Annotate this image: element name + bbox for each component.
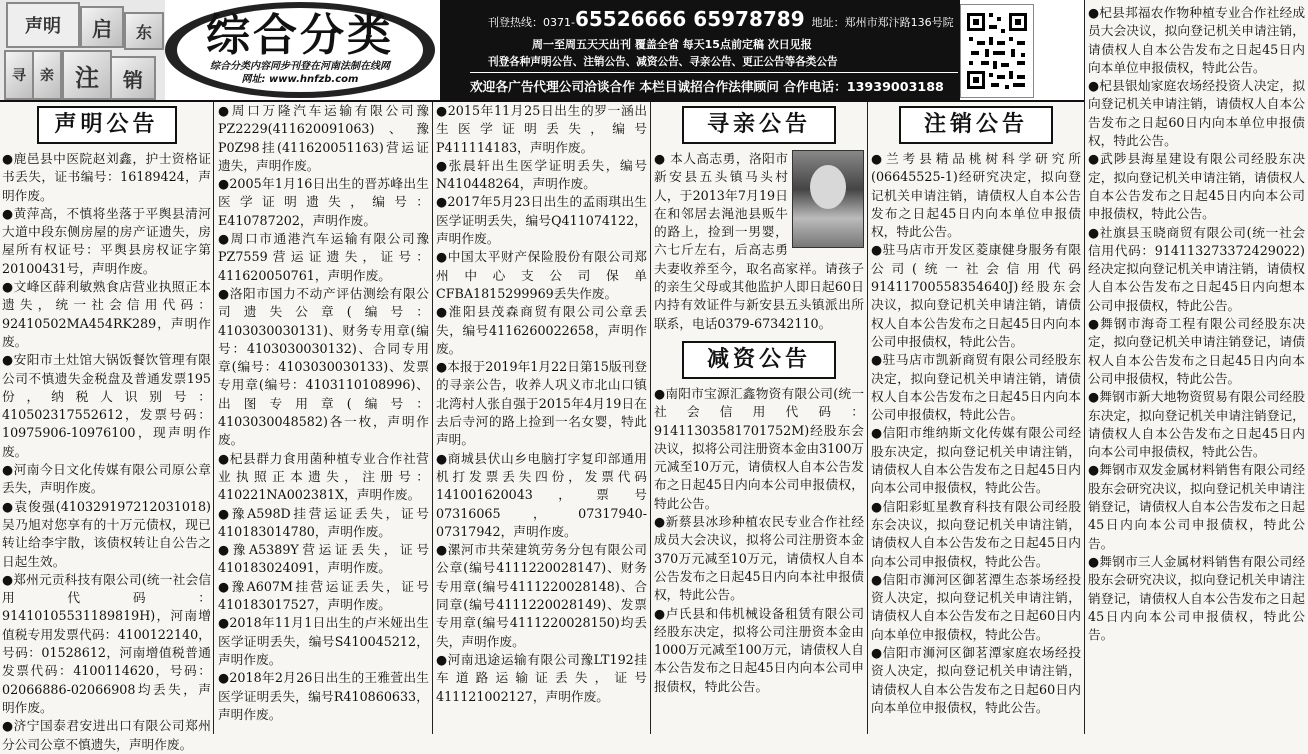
column-2 <box>218 102 429 734</box>
notice-item: ● 中国太平财产保险股份有限公司郑州中心支公司保单CFBA1815299969丢失作废。 <box>436 248 647 303</box>
notice-item: ● 2018年2月26日出生的王雅萱出生医学证明丢失，编号R410860633，声明作废。 <box>218 669 429 724</box>
phone-number-2: 65978789 <box>693 7 805 31</box>
column-divider <box>432 102 433 734</box>
cube-shengming: 声明 <box>6 2 80 48</box>
cube-zhu: 注 <box>62 50 112 100</box>
notice-item: ● 淮阳县茂森商贸有限公司公章丢失，编号4116260022658，声明作废。 <box>436 303 647 358</box>
schedule: 周一至周五天天出刊 覆盖全省 每天15点前定稿 次日见报 <box>532 38 812 51</box>
column-divider <box>867 102 868 734</box>
notice-item: ● 豫A5389Y营运证丢失，证号410183024091，声明作废。 <box>218 541 429 578</box>
column-divider <box>650 102 651 734</box>
notice-item: ● 济宁国泰君安进出口有限公司郑州分公司公章不慎遗失，声明作废。 <box>2 717 211 754</box>
notice-item: ● 周口市通港汽车运输有限公司豫PZ7559营运证遗失，证号：411620050761，声明作废。 <box>218 230 429 285</box>
heading-shengming: 声明公告 <box>37 106 177 144</box>
title-oval <box>165 2 435 98</box>
cube-qin: 亲 <box>32 50 62 100</box>
notice-item: ● 杞县群力食用菌种植专业合作社营业执照正本遗失，注册号：410221NA002381X，声明作废。 <box>218 450 429 505</box>
qr-code <box>960 4 1034 98</box>
notice-item: ● 南阳市宝源汇鑫物资有限公司(统一社会信用代码：91411303581701752M)经股东会决议，拟将公司注册资本金由3100万元减至10万元，请债权人自本公告发布之日起45日内向本公司申报债权，特此公告。 <box>654 385 864 513</box>
notice-item: ● 武陟县海星建设有限公司经股东决定，拟向登记机关申请注销，请债权人自本公告发布之日起45日内向本公司申报债权，特此公告。 <box>1088 150 1305 223</box>
notice-item: ● 信阳市浉河区御茗潭家庭农场经投资人决定，拟向登记机关申请注销，请债权人自本公告发布之日起60日内向本单位申报债权，特此公告。 <box>871 644 1081 717</box>
notice-item: ● 2005年1月16日出生的晋苏峰出生医学证明遗失，编号：E410787202，声明作废。 <box>218 175 429 230</box>
agency-line: 欢迎各广告代理公司洽谈合作 本栏目诚招合作法律顾问 合作电话：13939003188 <box>470 79 944 94</box>
phone-line <box>488 6 954 36</box>
notice-item: ● 本报于2019年1月22日第15版刊登的寻亲公告，收养人巩义市北山口镇北湾村人张自强于2015年4月19日在去后寺河的路上捡到一名女婴，特此声明。 <box>436 358 647 449</box>
heading-jianzi: 减资公告 <box>682 341 836 379</box>
column-divider <box>213 102 214 734</box>
cube-dong: 东 <box>124 12 164 50</box>
notice-item: ● 驻马店市凯新商贸有限公司经股东决定，拟向登记机关申请注销，请债权人自本公告发布之日起45日内向本公司申报债权，特此公告。 <box>871 351 1081 424</box>
heading-xunqin: 寻亲公告 <box>682 106 836 144</box>
xunqin-notice <box>654 150 864 333</box>
notice-item: ● 杞县邦福农作物种植专业合作社经成员大会决议，拟向登记机关申请注销，请债权人自本公告发布之日起45日内向本单位申报债权，特此公告。 <box>1088 4 1305 77</box>
logo-cubes <box>0 0 165 100</box>
notice-item: ● 杞县银灿家庭农场经投资人决定，拟向登记机关申请注销，请债权人自本公告发布之日起60日内向本单位申报债权，特此公告。 <box>1088 77 1305 150</box>
phone-label: 刊登热线：0371- <box>488 16 575 29</box>
contact-panel <box>440 0 960 100</box>
notice-item: ● 舞钢市新大地物资贸易有限公司经股东决定，拟向登记机关申请注销登记，请债权人自本公告发布之日起45日内向本公司申报债权，特此公告。 <box>1088 388 1305 461</box>
notice-item: ● 舞钢市三人金属材料销售有限公司经股东会研究决议，拟向登记机关申请注销登记，请债权人自本公告发布之日起45日内向本公司申报债权，特此公告。 <box>1088 553 1305 644</box>
notice-item: ● 张晨轩出生医学证明丢失，编号N410448264，声明作废。 <box>436 157 647 194</box>
column-xunqin-jianzi <box>654 102 864 734</box>
notice-item: ● 卢氏县和伟机械设备租赁有限公司经股东决定，拟将公司注册资本金由1000万元减至100万元，请债权人自本公告发布之日起45日内向本公司申报债权，特此公告。 <box>654 605 864 696</box>
notice-item: ● 文峰区薛利敏熟食店营业执照正本遗失，统一社会信用代码：92410502MA454RK289，声明作废。 <box>2 278 211 351</box>
notice-item: ● 2017年5月23日出生的孟雨琪出生医学证明丢失，编号Q411074122，声明作废。 <box>436 193 647 248</box>
notice-item: ● 鹿邑县中医院赵刘鑫，护士资格证书丢失，证书编号：16189424，声明作废。 <box>2 150 211 205</box>
notice-item: ● 豫A607M挂营运证丢失，证号410183017527，声明作废。 <box>218 578 429 615</box>
notice-item: ● 2018年11月1日出生的卢米娅出生医学证明丢失，编号S410045212，声明作废。 <box>218 614 429 669</box>
column-divider <box>1084 0 1085 734</box>
page-banner <box>0 0 1084 102</box>
notice-item: ● 河南迅途运输有限公司豫LT192挂车道路运输证丢失，证号411121002127，声明作废。 <box>436 651 647 706</box>
column-3 <box>436 102 647 734</box>
heading-zhuxiao: 注销公告 <box>899 106 1053 144</box>
notice-item: ● 河南今日文化传媒有限公司原公章丢失，声明作废。 <box>2 461 211 498</box>
cube-qi: 启 <box>80 6 124 48</box>
services: 刊登各种声明公告、注销公告、减资公告、寻亲公告、更正公告等各类公告 <box>488 56 838 68</box>
address: 地址：郑州市郑汴路136号院 <box>811 16 954 29</box>
notice-item: ● 新蔡县冰珍种植农民专业合作社经成员大会决议，拟将公司注册资本金370万元减至10万元，请债权人自本公告发布之日起45日内向本社申报债权，特此公告。 <box>654 513 864 604</box>
cube-xiao: 销 <box>110 56 156 100</box>
notice-item: ● 安阳市土灶馆大锅饭餐饮管理有限公司不慎遗失金税盘及普通发票195份，纳税人识别号：410502317552612，发票号码：10975906-10976100，现声明作废。 <box>2 351 211 461</box>
notice-item: ● 袁俊强(410329197212031018)吴乃旭对您享有的十万元债权，现已转让给李宇散，该债权转让自公告之日起生效。 <box>2 498 211 571</box>
notice-item: ● 漯河市共荣建筑劳务分包有限公司公章(编号4111220028147)、财务专用章(编号4111220028148)、合同章(编号4111220028149)、发票专用章(编号4111220028150)均丢失，声明作废。 <box>436 541 647 651</box>
child-photo <box>792 150 864 248</box>
notice-item: ● 周口万隆汽车运输有限公司豫PZ2229(411620091063)、豫P0Z98挂(411620051163)营运证遗失，声明作废。 <box>218 102 429 175</box>
page-title: 综合分类 <box>206 10 394 61</box>
column-zhuxiao <box>871 102 1081 734</box>
title-subtitle: 综合分类内容同步刊登在河南法制在线网 <box>210 61 390 72</box>
title-website: 网址: www.hnfzb.com <box>241 74 359 85</box>
notice-item: ● 舞钢市双发金属材料销售有限公司经股东会研究决议，拟向登记机关申请注销登记，请债权人自本公告发布之日起45日内向本公司申报债权，特此公告。 <box>1088 461 1305 552</box>
notice-item: ● 豫A598D挂营运证丢失，证号410183014780，声明作废。 <box>218 505 429 542</box>
notice-item: ● 信阳彩虹星教育科技有限公司经股东会决议，拟向登记机关申请注销，请债权人自本公告发布之日起45日内向本公司申报债权，特此公告。 <box>871 498 1081 571</box>
notice-item: ● 舞钢市海奇工程有限公司经股东决定，拟向登记机关申请注销登记，请债权人自本公告发布之日起45日内向本公司申报债权，特此公告。 <box>1088 315 1305 388</box>
column-6 <box>1088 4 1305 734</box>
notice-item: ● 社旗县玉晓商贸有限公司(统一社会信用代码：914113273372429022)经决定拟向登记机关申请注销，请债权人自本公告发布之日起45日内向想本公司申报债权，特此公告。 <box>1088 224 1305 315</box>
phone-number-1: 65526666 <box>574 7 687 31</box>
column-shengming <box>2 102 212 752</box>
xunqin-text: 本人高志勇，洛阳市新安县五头镇马头村人，于2013年7月19日在和邻居去渑池县贩牛的路上，捡到一男婴，六七斤左右，后高志勇夫妻收养至今，取名高家祥。请孩子的亲生父母或其他监护人即日起60日内持有效证件与新安县五头镇派出所联系，电话0379-67342110。 <box>654 151 864 331</box>
notice-item: ● 兰考县精品桃树科学研究所(06645525-1)经研究决定，拟向登记机关申请注销，请债权人自本公告发布之日起45日内向本单位申报债权，特此公告。 <box>871 150 1081 241</box>
notice-item: ● 郑州元贡科技有限公司(统一社会信用代码：91410105531189819H)，河南增值税专用发票代码：4100122140，号码：01528612，河南增值税普通发票代码：4100114620，号码：02066886-02066908均丢失，声明作废。 <box>2 571 211 717</box>
notice-item: ● 信阳市维纳斯文化传媒有限公司经股东决定，拟向登记机关申请注销，请债权人自本公告发布之日起45日内向本公司申报债权，特此公告。 <box>871 424 1081 497</box>
notice-item: ● 黄萍高，不慎将坐落于平舆县清河大道中段东侧房屋的房产证遗失，房屋所有权证号：平舆县房权证字第20100431号，声明作废。 <box>2 205 211 278</box>
notice-item: ● 信阳市浉河区御茗潭生态茶场经投资人决定，拟向登记机关申请注销，请债权人自本公告发布之日起60日内向本单位申报债权，特此公告。 <box>871 571 1081 644</box>
cube-xun: 寻 <box>4 50 34 100</box>
notice-item: ● 洛阳市国力不动产评估测绘有限公司遗失公章(编号：4103030030131)、财务专用章(编号：4103030030132)、合同专用章(编号：4103030030133)、发票专用章(编号：4103110108996)、出图专用章(编号：4103030048582)各一枚，声明作废。 <box>218 285 429 450</box>
notice-item: ● 2015年11月25日出生的罗一涵出生医学证明丢失，编号P411114183，声明作废。 <box>436 102 647 157</box>
notice-item: ● 商城县伏山乡电脑打字复印部通用机打发票丢失四份，发票代码141001620043，票号07316065，07317940-07317942，声明作废。 <box>436 450 647 541</box>
notice-item: ● 驻马店市开发区菱康健身服务有限公司(统一社会信用代码91411700558354640J)经股东会决议，拟向登记机关申请注销，请债权人自本公告发布之日起45日内向本公司申报债权，特此公告。 <box>871 241 1081 351</box>
